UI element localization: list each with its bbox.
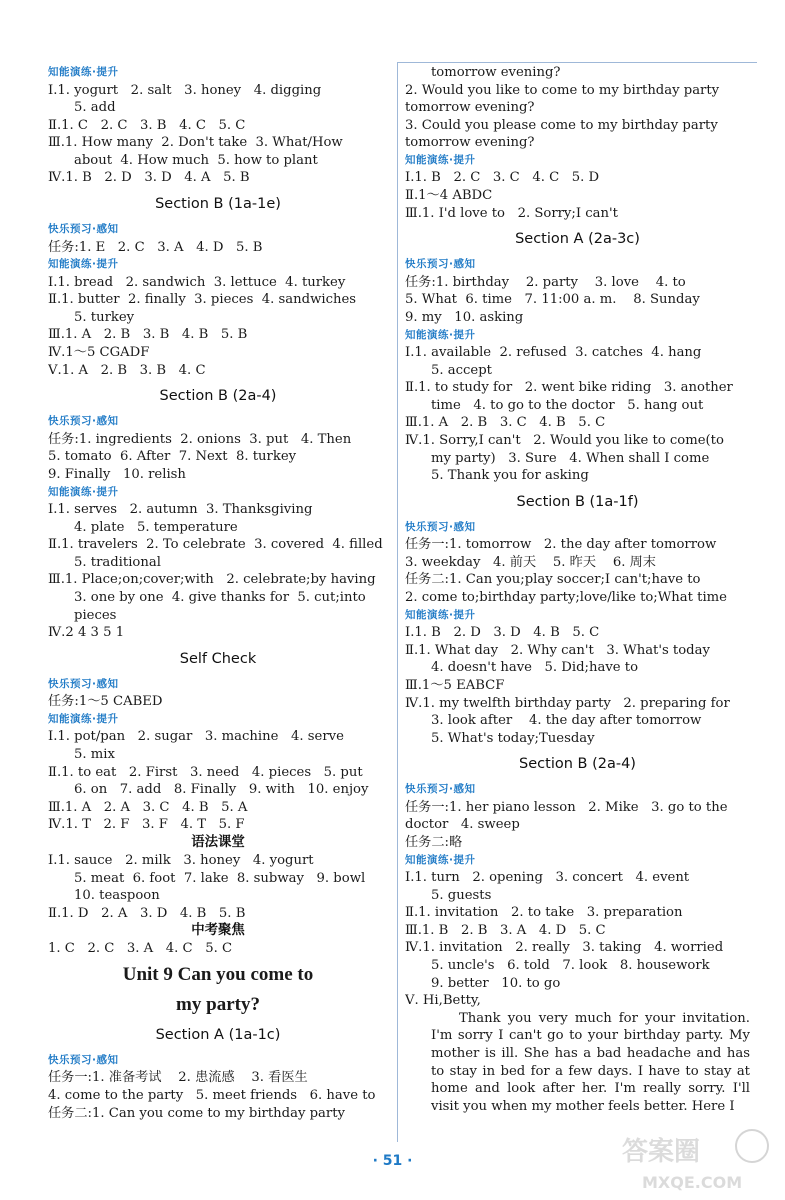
answer-line: 3. Could you please come to my birthday party — [405, 117, 718, 133]
answer-line: Ⅰ.1. sauce 2. milk 3. honey 4. yogurt — [48, 852, 314, 868]
answer-line: 5. What 6. time 7. 11:00 a. m. 8. Sunday — [405, 292, 700, 308]
answer-line: doctor 4. sweep — [405, 817, 520, 833]
answer-line-continued: pieces — [74, 607, 117, 623]
exercise-tag: 知能演练·提升 — [48, 712, 119, 725]
answer-line-continued: 4. plate 5. temperature — [74, 519, 238, 535]
section-heading: Section A (2a-3c) — [515, 231, 640, 248]
answer-line: Ⅰ.1. available 2. refused 3. catches 4. hang — [405, 345, 702, 361]
answer-line: tomorrow evening? — [405, 135, 535, 151]
exercise-tag: 知能演练·提升 — [48, 485, 119, 498]
answer-line: 3. weekday 4. 前天 5. 昨天 6. 周末 — [405, 554, 656, 570]
answer-line: Ⅱ.1～4 ABDC — [405, 188, 493, 204]
letter-paragraph: Thank you very much for your invitation. I'm sorry I can't go to your birthday party. My mother is ill. She has a bad headache and has to stay in bed for a few days. I have to stay at home and look after her. I'm really sorry. I'll visit you when my mother feels better. Here I — [431, 1010, 750, 1114]
answer-line-continued: 4. doesn't have 5. Did;have to — [431, 660, 639, 676]
answer-line: 2. come to;birthday party;love/like to;What time — [405, 590, 727, 606]
page-number: · 51 · — [372, 1153, 413, 1169]
answer-line: Ⅲ.1. Place;on;cover;with 2. celebrate;by having — [48, 572, 376, 588]
answer-line: Ⅲ.1. A 2. B 3. B 4. B 5. B — [48, 327, 248, 343]
answer-line: Ⅴ.1. A 2. B 3. B 4. C — [48, 362, 206, 378]
answer-line: Ⅳ.1～5 CGADF — [48, 345, 150, 361]
answer-line: Ⅴ. Hi,Betty, — [405, 993, 481, 1009]
answer-line-continued: 5. accept — [431, 362, 492, 378]
unit-title: Unit 9 Can you come to — [122, 963, 314, 985]
answer-line-continued: 5. guests — [431, 887, 492, 903]
exercise-tag: 快乐预习·感知 — [48, 1053, 119, 1066]
answer-line: Ⅱ.1. D 2. A 3. D 4. B 5. B — [48, 905, 246, 921]
exercise-tag: 知能演练·提升 — [405, 328, 476, 341]
subheading: 中考聚焦 — [191, 923, 245, 939]
left-column — [48, 64, 388, 1122]
answer-line: 1. C 2. C 3. A 4. C 5. C — [48, 941, 233, 957]
watermark-logo — [612, 1118, 772, 1198]
answer-line: 任务:1. ingredients 2. onions 3. put 4. Then — [48, 431, 352, 447]
answer-line-continued: 5. add — [74, 100, 116, 116]
answer-line-continued: 5. What's today;Tuesday — [431, 730, 595, 746]
answer-line: Ⅱ.1. to study for 2. went bike riding 3. another — [405, 380, 733, 396]
answer-line: Ⅰ.1. B 2. C 3. C 4. C 5. D — [405, 170, 600, 186]
svg-text:答案圈: 答案圈 — [622, 1137, 701, 1167]
right-column — [405, 64, 750, 1115]
answer-line: Ⅲ.1. A 2. B 3. C 4. B 5. C — [405, 415, 606, 431]
answer-line: Ⅲ.1. I'd love to 2. Sorry;I can't — [405, 205, 618, 221]
answer-line: Ⅳ.1. Sorry,I can't 2. Would you like to come(to — [405, 433, 724, 448]
svg-text:MXQE.COM: MXQE.COM — [642, 1173, 743, 1192]
answer-line-continued: about 4. How much 5. how to plant — [74, 152, 318, 168]
answer-line: Ⅰ.1. B 2. D 3. D 4. B 5. C — [405, 625, 600, 641]
answer-line: Ⅰ.1. yogurt 2. salt 3. honey 4. digging — [48, 82, 322, 98]
answer-line: Ⅳ.1. my twelfth birthday party 2. preparing for — [405, 695, 730, 711]
answer-line-continued: 5. Thank you for asking — [431, 468, 589, 484]
answer-line: 任务二:略 — [405, 835, 463, 850]
exercise-tag: 快乐预习·感知 — [405, 783, 476, 796]
section-heading: Section B (2a-4) — [159, 388, 277, 405]
answer-line-continued: tomorrow evening? — [431, 65, 561, 80]
exercise-tag: 快乐预习·感知 — [405, 520, 476, 533]
answer-line: Ⅰ.1. pot/pan 2. sugar 3. machine 4. serve — [48, 729, 344, 745]
answer-line: 9. my 10. asking — [405, 309, 524, 325]
answer-line-continued: 5. meat 6. foot 7. lake 8. subway 9. bowl — [74, 870, 366, 886]
answer-line-continued: 10. teaspoon — [74, 888, 160, 904]
answer-line: tomorrow evening? — [405, 100, 535, 116]
exercise-tag: 知能演练·提升 — [405, 153, 476, 166]
answer-line: 任务:1. birthday 2. party 3. love 4. to — [405, 274, 686, 290]
answer-line: 任务一:1. her piano lesson 2. Mike 3. go to the — [405, 799, 728, 815]
section-heading: Section B (1a-1f) — [516, 493, 639, 510]
section-heading: Section B (1a-1e) — [155, 196, 281, 213]
answer-line: Ⅲ.1. A 2. A 3. C 4. B 5. A — [48, 799, 248, 815]
answer-line-continued: 5. turkey — [74, 309, 135, 325]
answer-line: Ⅱ.1. invitation 2. to take 3. preparation — [405, 905, 683, 921]
answer-line: Ⅱ.1. butter 2. finally 3. pieces 4. sandwiches — [48, 292, 357, 308]
answer-line: 5. tomato 6. After 7. Next 8. turkey — [48, 449, 297, 465]
answer-line: Ⅰ.1. bread 2. sandwich 3. lettuce 4. turkey — [48, 274, 346, 290]
section-heading: Section B (2a-4) — [519, 756, 636, 773]
answer-line: Ⅳ.1. B 2. D 3. D 4. A 5. B — [48, 170, 250, 186]
answer-line-continued: 5. traditional — [74, 554, 161, 570]
answer-line-continued: 5. uncle's 6. told 7. look 8. housework — [431, 958, 710, 974]
section-heading: Section A (1a-1c) — [155, 1026, 281, 1043]
answer-line: 任务二:1. Can you come to my birthday party — [48, 1105, 345, 1121]
answer-line: Ⅲ.1～5 EABCF — [405, 677, 505, 693]
answer-line: 任务:1～5 CABED — [48, 694, 163, 710]
answer-line: Ⅳ.1. T 2. F 3. F 4. T 5. F — [48, 817, 245, 833]
answer-line: 任务:1. E 2. C 3. A 4. D 5. B — [48, 239, 263, 255]
answer-line-continued: time 4. to go to the doctor 5. hang out — [431, 397, 704, 413]
answer-line-continued: 6. on 7. add 8. Finally 9. with 10. enjoy — [74, 782, 369, 798]
answer-line: Ⅲ.1. B 2. B 3. A 4. D 5. C — [405, 922, 606, 938]
answer-line: Ⅰ.1. serves 2. autumn 3. Thanksgiving — [48, 502, 313, 517]
answer-line: Ⅱ.1. C 2. C 3. B 4. C 5. C — [48, 117, 246, 133]
exercise-tag: 快乐预习·感知 — [48, 223, 119, 236]
answer-line: 任务一:1. 准备考试 2. 患流感 3. 看医生 — [48, 1070, 308, 1086]
answer-line: Ⅱ.1. travelers 2. To celebrate 3. covered 4. filled — [48, 537, 383, 553]
answer-line: Ⅱ.1. What day 2. Why can't 3. What's today — [405, 642, 710, 658]
answer-line: Ⅳ.2 4 3 5 1 — [48, 625, 125, 641]
answer-line: 任务一:1. tomorrow 2. the day after tomorrow — [405, 537, 717, 553]
answer-line: Ⅲ.1. How many 2. Don't take 3. What/How — [48, 135, 343, 151]
answer-line: 4. come to the party 5. meet friends 6. have to — [48, 1087, 376, 1103]
exercise-tag: 快乐预习·感知 — [48, 415, 119, 428]
column-top-rule — [397, 62, 757, 63]
section-heading: Self Check — [179, 650, 257, 667]
answer-line: 任务二:1. Can you;play soccer;I can't;have to — [405, 572, 701, 588]
answer-line: Ⅰ.1. turn 2. opening 3. concert 4. event — [405, 870, 690, 886]
answer-line: 2. Would you like to come to my birthday party — [405, 82, 720, 98]
answer-line: Ⅳ.1. invitation 2. really 3. taking 4. worried — [405, 940, 724, 956]
answer-line-continued: 3. look after 4. the day after tomorrow — [431, 713, 702, 729]
exercise-tag: 快乐预习·感知 — [405, 258, 476, 271]
exercise-tag: 知能演练·提升 — [48, 66, 119, 78]
exercise-tag: 知能演练·提升 — [405, 853, 476, 866]
exercise-tag: 知能演练·提升 — [405, 608, 476, 621]
answer-line-continued: 3. one by one 4. give thanks for 5. cut;into — [74, 589, 366, 605]
subheading: 语法课堂 — [191, 834, 245, 850]
exercise-tag: 快乐预习·感知 — [48, 677, 119, 690]
answer-line: Ⅱ.1. to eat 2. First 3. need 4. pieces 5. put — [48, 764, 363, 780]
unit-title: my party? — [176, 993, 260, 1015]
answer-line-continued: 5. mix — [74, 746, 115, 762]
column-divider — [397, 62, 398, 1142]
exercise-tag: 知能演练·提升 — [48, 258, 119, 271]
answer-line-continued: 9. better 10. to go — [431, 975, 561, 991]
answer-line-continued: my party) 3. Sure 4. When shall I come — [431, 450, 710, 466]
answer-line: 9. Finally 10. relish — [48, 466, 186, 482]
